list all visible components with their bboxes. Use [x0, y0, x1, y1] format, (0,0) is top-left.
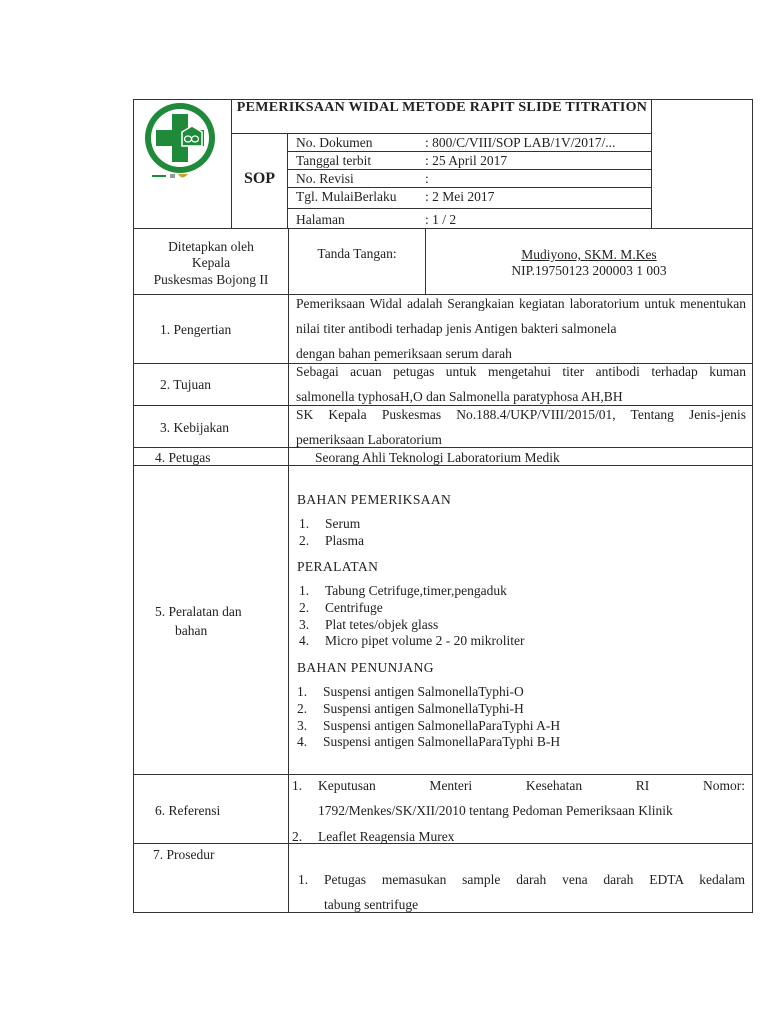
meta-label-berlaku: Tgl. MulaiBerlaku — [296, 189, 397, 204]
kebijakan-body: SK Kepala Puskesmas No.188.4/UKP/VIII/2015/01, Tentang Jenis-jenis — [296, 407, 746, 422]
list-item — [299, 533, 364, 550]
meta-value-tanggal: : 25 April 2017 — [425, 153, 508, 168]
list-item-text: Centrifuge — [325, 599, 383, 615]
meta-label-halaman: Halaman — [296, 212, 345, 227]
section-label-prosedur: 7. Prosedur — [153, 847, 215, 862]
heading-bahan-pemeriksaan: BAHAN PEMERIKSAAN — [297, 492, 452, 507]
list-penunjang — [297, 684, 560, 751]
heading-peralatan: PERALATAN — [297, 559, 379, 574]
pengertian-body: Pemeriksaan Widal adalah Serangkaian kegiatan laboratorium untuk menentukan nilai titer antibodi terhadap jenis Antigen bakteri salmonela — [296, 296, 746, 336]
list-number: 2. — [297, 700, 308, 716]
list-number: 4. — [297, 734, 308, 750]
meta-value-halaman: : 1 / 2 — [425, 212, 457, 227]
section-label-bahan: bahan — [175, 623, 208, 638]
list-item — [299, 617, 524, 634]
list-item-text: Tabung Cetrifuge,timer,pengaduk — [325, 583, 507, 598]
list-number: 3. — [297, 717, 308, 733]
meta-value-dokumen: : 800/C/VIII/SOP LAB/1V/2017/... — [425, 135, 616, 150]
list-item-text: Plat tetes/objek glass — [325, 616, 439, 632]
meta-label-dokumen: No. Dokumen — [296, 135, 373, 150]
section-label-tujuan: 2. Tujuan — [160, 377, 212, 392]
prosedur-text-1-cont: tabung sentrifuge — [324, 897, 419, 912]
list-item-text: Plasma — [325, 532, 364, 548]
meta-label-tanggal: Tanggal terbit — [296, 153, 372, 168]
list-item-text: Suspensi antigen SalmonellaParaTyphi B-H — [323, 734, 561, 750]
list-number: 3. — [299, 616, 310, 632]
list-item-text: Suspensi antigen SalmonellaParaTyphi A-H — [323, 717, 561, 733]
sop-label: SOP — [243, 170, 276, 187]
list-item — [297, 734, 560, 751]
section-text-petugas: Seorang Ahli Teknologi Laboratorium Medik — [315, 450, 560, 465]
meta-value-berlaku: : 2 Mei 2017 — [425, 189, 495, 204]
referensi-text-2: Leaflet Reagensia Murex — [318, 829, 455, 844]
puskesmas-logo-icon — [138, 102, 222, 182]
pengertian-last-line: dengan bahan pemeriksaan serum darah — [296, 346, 512, 361]
list-item — [299, 600, 524, 617]
signer-name: Mudiyono, SKM. M.Kes — [521, 247, 657, 262]
list-bahan — [299, 516, 364, 550]
kebijakan-last-line: pemeriksaan Laboratorium — [296, 432, 442, 447]
tujuan-body: Sebagai acuan petugas untuk mengetahui titer antibodi terhadap kuman — [296, 364, 746, 379]
section-label-petugas: 4. Petugas — [155, 450, 211, 465]
referensi-num-2: 2. — [292, 829, 303, 844]
document-title: PEMERIKSAAN WIDAL METODE RAPIT SLIDE TITRATION — [236, 100, 648, 115]
list-item — [297, 701, 560, 718]
signer-nip: NIP.19750123 200003 1 003 — [511, 263, 667, 278]
approval-line-3: Puskesmas Bojong II — [153, 272, 269, 287]
list-item-text: Serum — [325, 516, 361, 531]
puskesmas-logo — [138, 102, 222, 182]
approval-line-1: Ditetapkan oleh — [168, 239, 254, 254]
list-number: 2. — [299, 532, 310, 548]
section-text-pengertian — [296, 291, 746, 366]
list-number: 4. — [299, 633, 310, 649]
list-item — [299, 516, 364, 533]
list-number: 1. — [299, 583, 310, 598]
section-text-kebijakan — [296, 402, 746, 452]
list-number: 1. — [297, 684, 308, 699]
prosedur-text-1: Petugas memasukan sample darah vena darah EDTA kedalam — [324, 872, 745, 887]
list-item-text: Suspensi antigen SalmonellaTyphi-H — [323, 700, 524, 716]
list-peralatan — [299, 583, 524, 650]
list-item — [297, 718, 560, 735]
list-item — [299, 583, 524, 600]
list-number: 1. — [299, 516, 310, 531]
section-label-kebijakan: 3. Kebijakan — [160, 420, 229, 435]
meta-label-revisi: No. Revisi — [296, 171, 354, 186]
meta-value-revisi: : — [425, 171, 429, 186]
signature-label: Tanda Tangan: — [317, 246, 397, 261]
list-item — [297, 684, 560, 701]
section-label-pengertian: 1. Pengertian — [160, 322, 232, 337]
approval-line-2: Kepala — [191, 255, 231, 270]
list-item — [299, 633, 524, 650]
prosedur-num-1: 1. — [298, 872, 309, 887]
list-item-text: Micro pipet volume 2 - 20 mikroliter — [325, 633, 525, 649]
list-number: 2. — [299, 599, 310, 615]
list-item-text: Suspensi antigen SalmonellaTyphi-O — [323, 684, 524, 699]
referensi-text-1: Keputusan Menteri Kesehatan RI Nomor: — [318, 778, 745, 793]
section-label-peralatan: 5. Peralatan dan — [155, 604, 242, 619]
referensi-num-1: 1. — [292, 778, 303, 793]
referensi-text-1-cont: 1792/Menkes/SK/XII/2010 tentang Pedoman Pemeriksaan Klinik — [318, 803, 673, 818]
tujuan-last-line: salmonella typhosaH,O dan Salmonella paratyphosa AH,BH — [296, 389, 623, 404]
heading-bahan-penunjang: BAHAN PENUNJANG — [297, 660, 434, 675]
section-label-referensi: 6. Referensi — [155, 803, 221, 818]
